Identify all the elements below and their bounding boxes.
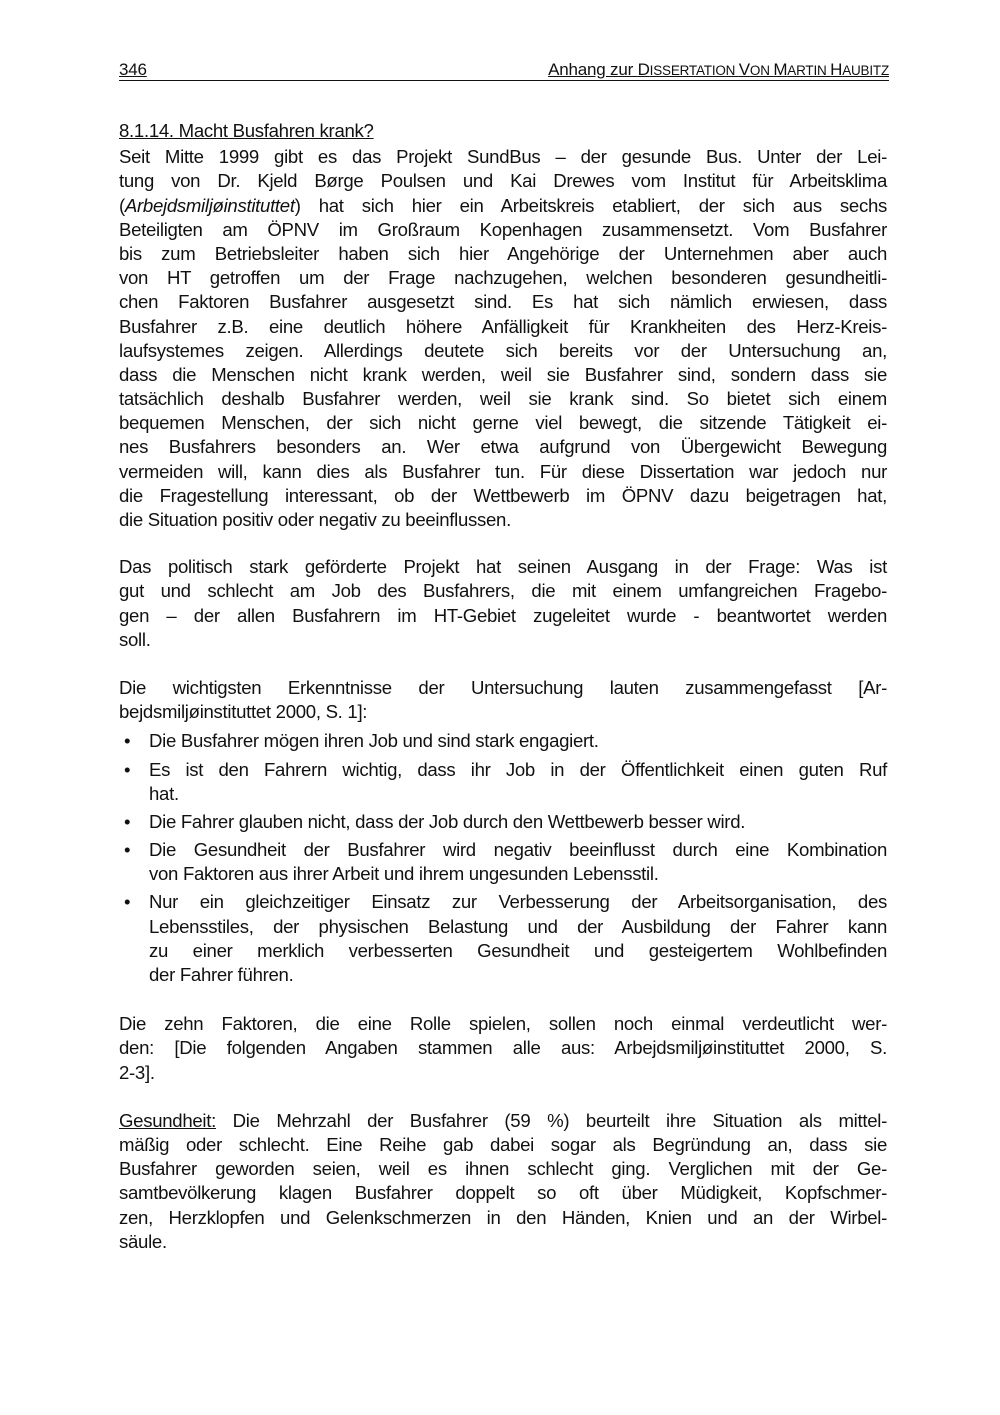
text-line (119, 315, 887, 339)
text-line (119, 460, 887, 484)
title-smallcaps: ARTIN (787, 63, 831, 78)
run-in-heading: Gesundheit: (119, 1109, 216, 1131)
text-segment: Die Mehrzahl der Busfahrer (59 %) beurteilt ihre Situation als mittel- (215, 1109, 887, 1131)
title-smallcaps: AUBITZ (842, 63, 889, 78)
text-line (119, 1230, 887, 1254)
paragraph (119, 1109, 887, 1254)
text-segment: chen Faktoren Busfahrer ausgesetzt sind. Es hat sich nämlich erwiesen, dass (119, 291, 887, 313)
bullet-text (149, 890, 887, 987)
text-line (119, 411, 887, 435)
text-line (119, 579, 887, 603)
text-segment: Die Gesundheit der Busfahrer wird negativ beeinflusst durch eine Kombination (149, 839, 887, 861)
text-line (149, 758, 887, 782)
text-line (149, 963, 887, 987)
text-segment: Nur ein gleichzeitiger Einsatz zur Verbesserung der Arbeitsorganisation, des (149, 891, 887, 913)
text-segment: Die Fahrer glauben nicht, dass der Job durch den Wettbewerb besser wird. (149, 810, 746, 832)
text-line (119, 508, 887, 532)
text-segment: gut und schlecht am Job des Busfahrers, die mit einem umfangreichen Fragebo- (119, 580, 887, 602)
text-segment: mäßig oder schlecht. Eine Reihe gab dabei sogar als Begründung an, dass sie (119, 1133, 887, 1155)
bullet-icon: • (124, 810, 131, 832)
text-line (119, 1206, 887, 1230)
text-line (119, 266, 887, 290)
text-segment: zen, Herzklopfen und Gelenkschmerzen in den Händen, Knien und an der Wirbel- (119, 1206, 887, 1228)
text-segment: Es ist den Fahrern wichtig, dass ihr Job in der Öffentlichkeit einen guten Ruf (149, 758, 887, 780)
text-segment: ) hat sich hier ein Arbeitskreis etabliert, der sich aus sechs (294, 194, 887, 216)
text-segment: zu einer merklich verbesserten Gesundheit und gesteigertem Wohlbefinden (149, 939, 887, 961)
text-segment: bis zum Betriebsleiter haben sich hier Angehörige der Unternehmen aber auch (119, 242, 887, 264)
text-segment: die Fragestellung interessant, ob der Wettbewerb im ÖPNV dazu beigetragen hat, (119, 484, 887, 506)
bullet-text (149, 729, 887, 753)
text-segment: 2-3]. (119, 1061, 155, 1083)
text-segment: die Situation positiv oder negativ zu beeinflussen. (119, 509, 511, 530)
text-line (149, 890, 887, 914)
title-capital: M (773, 60, 788, 79)
text-line (149, 939, 887, 963)
page-number: 346 (119, 60, 147, 79)
bullet-icon: • (124, 839, 131, 861)
text-segment: bequemen Menschen, der sich nicht gerne viel bewegt, die sitzende Tätigkeit ei- (119, 412, 887, 434)
text-line (119, 339, 887, 363)
text-line (119, 628, 887, 652)
text-line (119, 387, 887, 411)
italic-term: Arbejdsmiljøinstituttet (124, 194, 295, 216)
title-smallcaps: ISSERTATION (649, 63, 739, 78)
text-line (119, 1012, 887, 1036)
bullet-item (119, 810, 887, 834)
document-body (119, 119, 887, 1254)
text-segment: soll. (119, 628, 151, 650)
text-segment: bejdsmiljøinstituttet 2000, S. 1]: (119, 701, 368, 723)
bullet-item (119, 758, 887, 806)
text-segment: von Faktoren aus ihrer Arbeit und ihrem ungesunden Lebensstil. (149, 863, 659, 885)
bullet-icon: • (124, 891, 131, 913)
text-line (119, 1036, 887, 1060)
bullet-item (119, 890, 887, 987)
page-header (119, 58, 889, 81)
text-segment: Die wichtigsten Erkenntnisse der Untersuchung lauten zusammengefasst [Ar- (119, 676, 887, 698)
text-segment: von HT getroffen um der Frage nachzugehen, welchen besonderen gesundheitli- (119, 267, 887, 289)
text-segment: Die zehn Faktoren, die eine Rolle spielen, sollen noch einmal verdeutlicht wer- (119, 1013, 887, 1035)
text-line (119, 1133, 887, 1157)
text-line (119, 555, 887, 579)
text-line (119, 363, 887, 387)
bullet-item (119, 838, 887, 886)
text-line (119, 194, 887, 218)
text-line (119, 145, 887, 169)
text-segment: Busfahrer z.B. eine deutlich höhere Anfälligkeit für Krankheiten des Herz-Kreis- (119, 315, 887, 337)
text-segment: hat. (149, 782, 179, 804)
running-title (548, 60, 889, 80)
bullet-item (119, 729, 887, 753)
section-heading (119, 119, 887, 143)
running-title-prefix: Anhang zur (548, 60, 638, 79)
text-segment: Beteiligten am ÖPNV im Großraum Kopenhagen zusammensetzt. Vom Busfahrer (119, 218, 887, 240)
text-line (119, 169, 887, 193)
paragraph (119, 1012, 887, 1085)
text-line (119, 242, 887, 266)
text-segment: tung von Dr. Kjeld Børge Poulsen und Kai Drewes vom Institut für Arbeitsklima (119, 170, 887, 192)
running-title-name (638, 60, 889, 79)
bullet-text (149, 758, 887, 806)
text-line (119, 218, 887, 242)
text-segment: Lebensstiles, der physischen Belastung und der Ausbildung der Fahrer kann (149, 915, 887, 937)
bullet-text (149, 838, 887, 886)
title-capital: D (637, 60, 650, 79)
text-line (119, 604, 887, 628)
text-line (119, 290, 887, 314)
bullet-icon: • (124, 730, 131, 752)
text-line (149, 862, 887, 886)
text-line (149, 810, 887, 834)
bullet-icon: • (124, 758, 131, 780)
title-capital: V (738, 60, 750, 79)
text-line (119, 484, 887, 508)
text-line (119, 1181, 887, 1205)
text-line (119, 1157, 887, 1181)
text-segment: dass die Menschen nicht krank werden, weil sie Busfahrer sind, sondern dass sie (119, 363, 887, 385)
text-line (149, 782, 887, 806)
text-segment: tatsächlich deshalb Busfahrer werden, weil sie krank sind. So bietet sich einem (119, 388, 887, 410)
bullet-text (149, 810, 887, 834)
text-line (149, 838, 887, 862)
title-capital: H (830, 60, 843, 79)
text-line (119, 676, 887, 700)
text-line (119, 1061, 887, 1085)
text-segment: ( (119, 194, 125, 216)
text-segment: der Fahrer führen. (149, 964, 294, 986)
text-line (149, 915, 887, 939)
text-segment: Busfahrer geworden seien, weil es ihnen schlecht ging. Verglichen mit der Ge- (119, 1158, 887, 1180)
paragraph (119, 145, 887, 532)
text-segment: den: [Die folgenden Angaben stammen alle aus: Arbejdsmiljøinstituttet 2000, S. (119, 1037, 887, 1059)
heading-line (119, 119, 887, 143)
paragraph (119, 676, 887, 724)
text-line (119, 1109, 887, 1133)
text-segment: Das politisch stark geförderte Projekt hat seinen Ausgang in der Frage: Was ist (119, 556, 887, 578)
text-line (119, 700, 887, 724)
text-segment: gen – der allen Busfahrern im HT-Gebiet zugeleitet wurde - beantwortet werden (119, 604, 887, 626)
text-segment: Die Busfahrer mögen ihren Job und sind stark engagiert. (149, 730, 599, 752)
text-line (149, 729, 887, 753)
text-segment: säule. (119, 1230, 167, 1252)
text-line (119, 435, 887, 459)
text-segment: samtbevölkerung klagen Busfahrer doppelt so oft über Müdigkeit, Kopfschmer- (119, 1182, 887, 1204)
text-segment: Seit Mitte 1999 gibt es das Projekt SundBus – der gesunde Bus. Unter der Lei- (119, 146, 887, 168)
text-segment: vermeiden will, kann dies als Busfahrer tun. Für diese Dissertation war jedoch nur (119, 460, 887, 482)
text-segment: laufsystemes zeigen. Allerdings deutete sich bereits vor der Untersuchung an, (119, 339, 887, 361)
title-smallcaps: ON (749, 63, 774, 78)
paragraph (119, 555, 887, 652)
heading-text: 8.1.14. Macht Busfahren krank? (119, 120, 374, 141)
text-segment: nes Busfahrers besonders an. Wer etwa aufgrund von Übergewicht Bewegung (119, 436, 887, 458)
